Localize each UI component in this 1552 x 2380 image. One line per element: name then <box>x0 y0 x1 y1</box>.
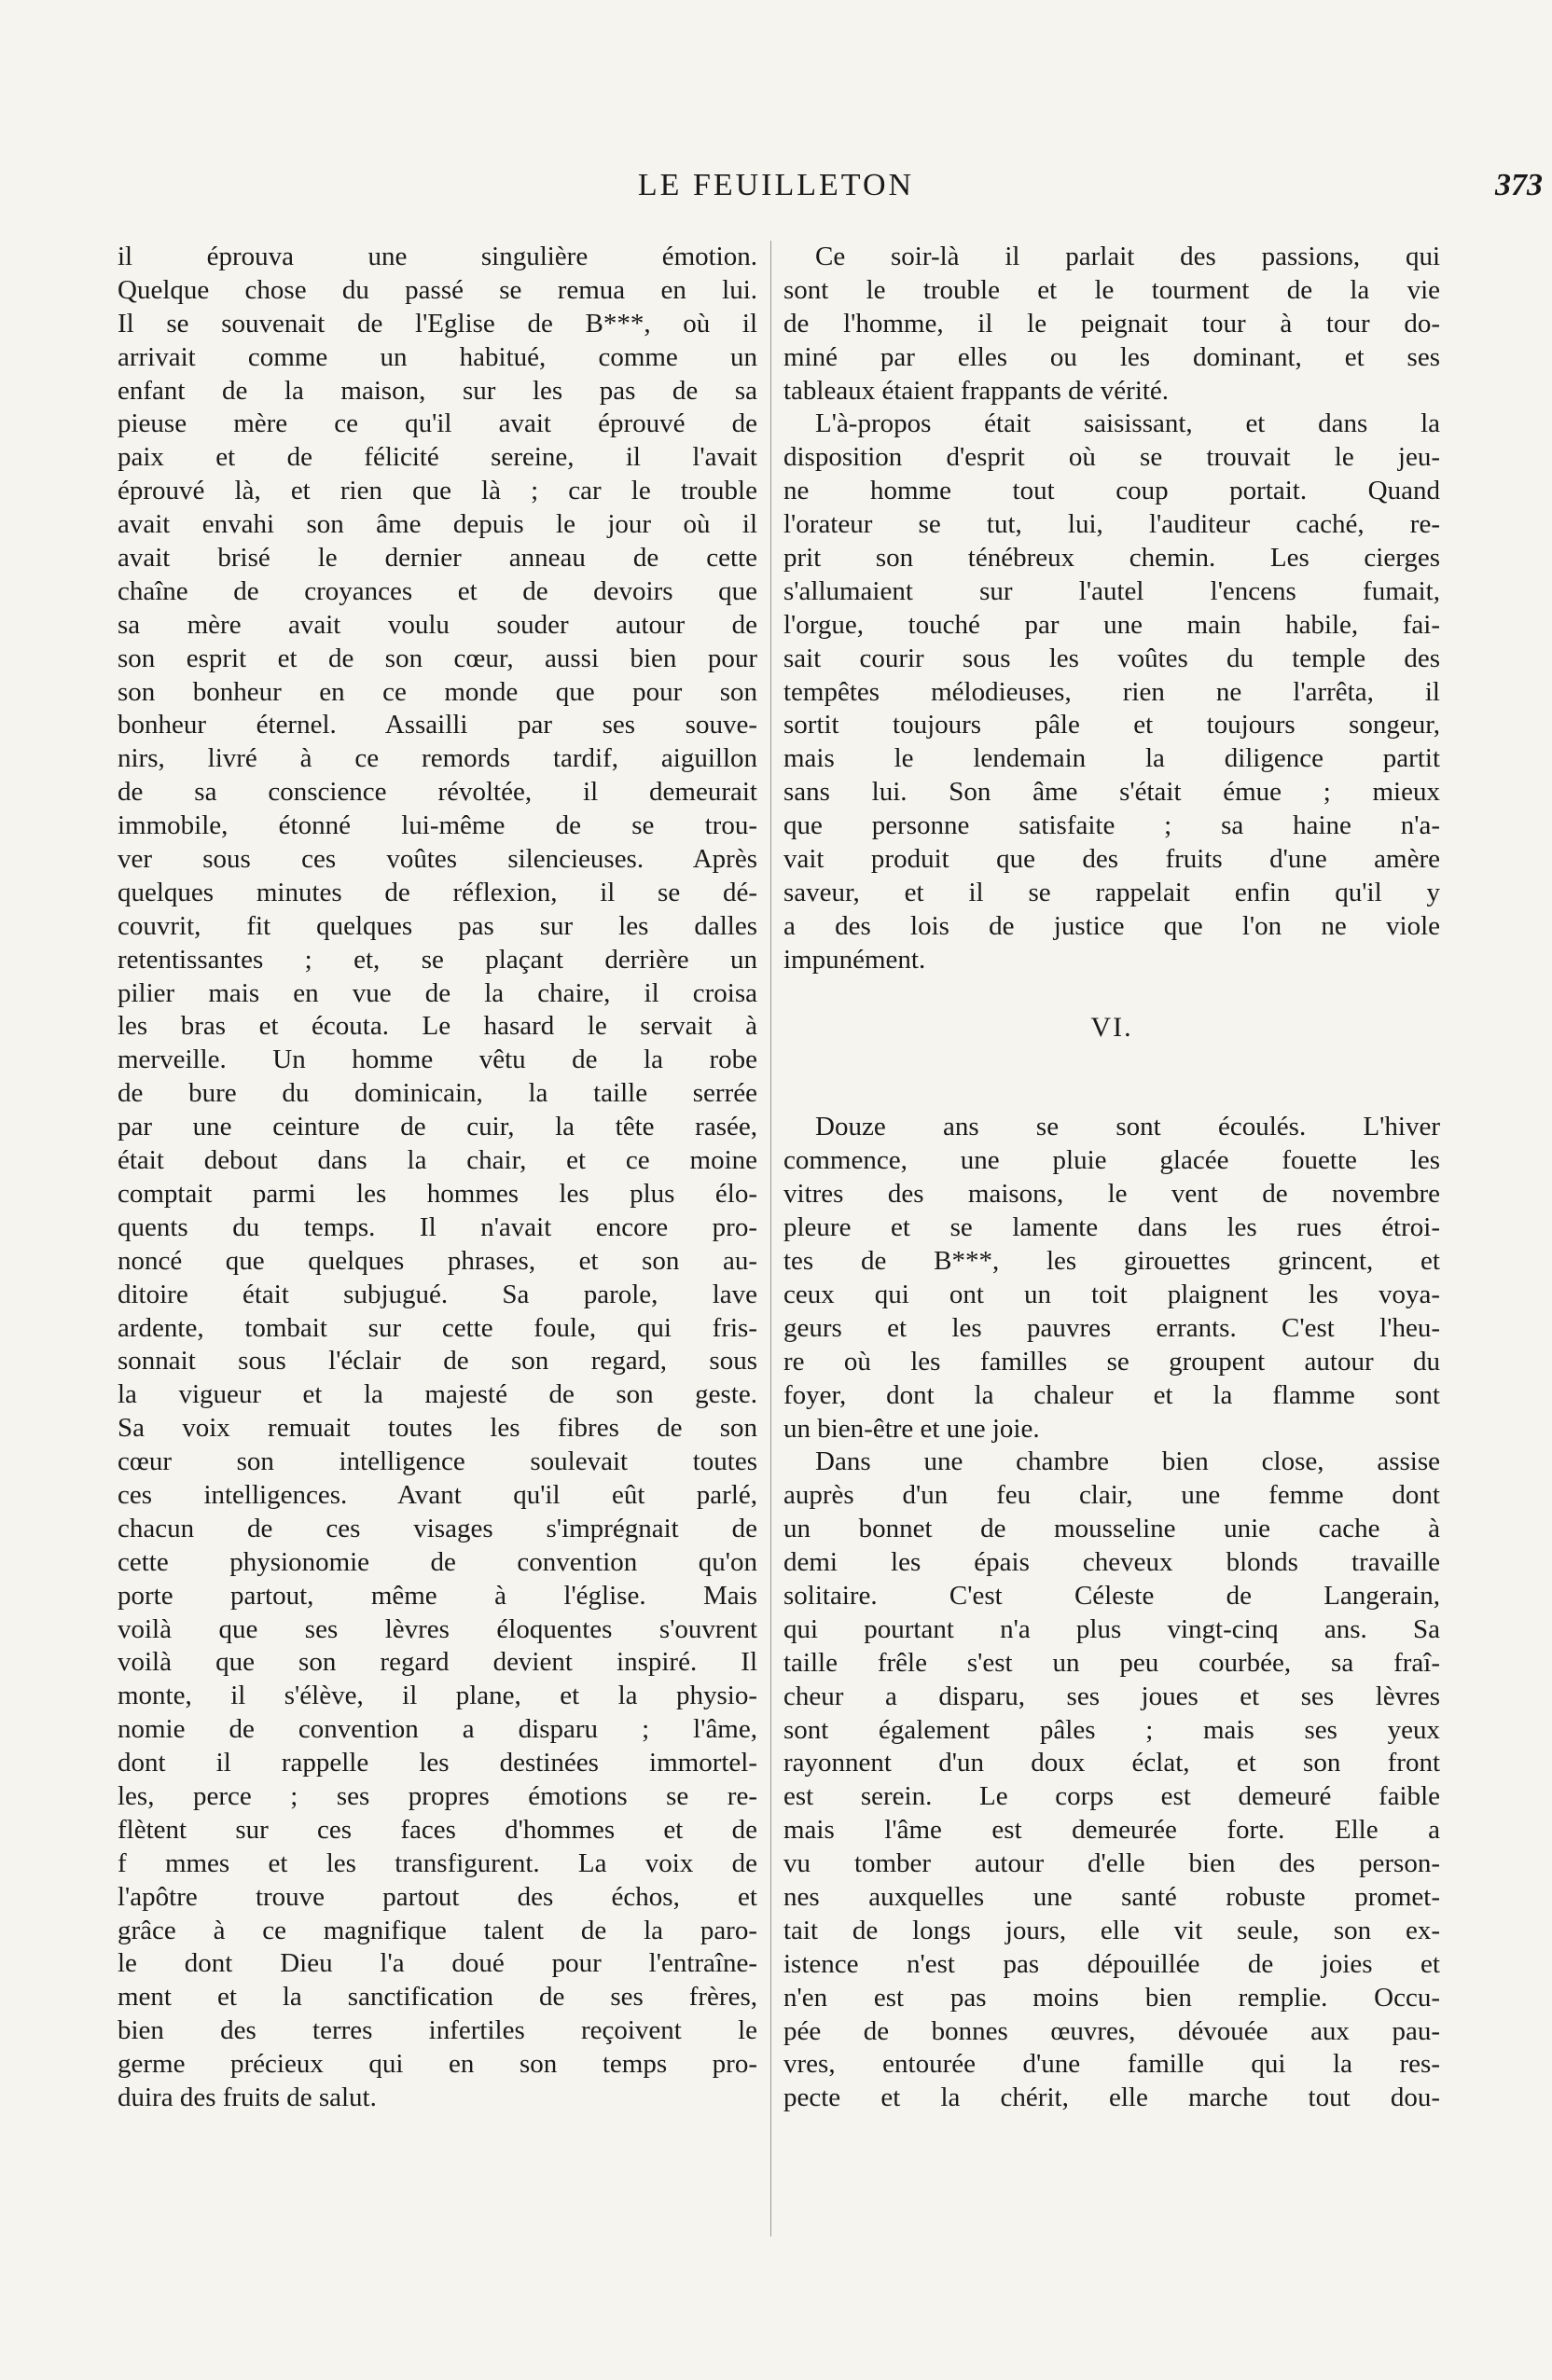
text-line: le dont Dieu l'a doué pour l'entraîne- <box>118 1948 757 1979</box>
text-line: nomie de convention a disparu ; l'âme, <box>118 1714 757 1745</box>
text-line: a des lois de justice que l'on ne viole <box>783 910 1440 941</box>
text-line: cœur son intelligence soulevait toutes <box>118 1446 757 1477</box>
text-line: ditoire était subjugué. Sa parole, lave <box>118 1279 757 1309</box>
text-line: pée de bonnes œuvres, dévouée aux pau- <box>783 2015 1440 2046</box>
text-line: Douze ans se sont écoulés. L'hiver <box>815 1112 1440 1142</box>
right-column <box>783 241 1440 2115</box>
text-line: nes auxquelles une santé robuste promet- <box>783 1881 1440 1912</box>
text-line: ver sous ces voûtes silencieuses. Après <box>118 844 757 875</box>
text-line: de l'homme, il le peignait tour à tour do- <box>783 308 1440 339</box>
text-line: un bien-être et une joie. <box>783 1413 1040 1444</box>
text-line: de bure du dominicain, la taille serrée <box>118 1078 757 1109</box>
text-line: sortit toujours pâle et toujours songeur, <box>783 710 1440 740</box>
text-line: immobile, étonné lui-même de se trou- <box>118 810 757 841</box>
text-line: un bonnet de mousseline unie cache à <box>783 1514 1440 1544</box>
text-line: pleure et se lamente dans les rues étroi- <box>783 1212 1440 1243</box>
text-line: mais l'âme est demeurée forte. Elle a <box>783 1815 1440 1846</box>
text-line: tes de B***, les girouettes grincent, et <box>783 1246 1440 1277</box>
text-line: couvrit, fit quelques pas sur les dalles <box>118 910 757 941</box>
text-line: vu tomber autour d'elle bien des person- <box>783 1848 1440 1879</box>
text-line: vait produit que des fruits d'une amère <box>783 844 1440 875</box>
text-line: quelques minutes de réflexion, il se dé- <box>118 877 757 907</box>
text-line: ne homme tout coup portait. Quand <box>783 476 1440 506</box>
text-line: éprouvé là, et rien que là ; car le trouble <box>118 476 757 506</box>
text-line: de sa conscience révoltée, il demeurait <box>118 777 757 808</box>
text-line: Dans une chambre bien close, assise <box>815 1446 1440 1477</box>
text-line: foyer, dont la chaleur et la flamme sont <box>783 1379 1440 1410</box>
text-line: n'en est pas moins bien remplie. Occu- <box>783 1982 1440 2013</box>
text-line: avait brisé le dernier anneau de cette <box>118 543 757 574</box>
text-line: f mmes et les transfigurent. La voix de <box>118 1847 757 1878</box>
text-line: par une ceinture de cuir, la tête rasée, <box>118 1112 757 1142</box>
text-line: bien des terres infertiles reçoivent le <box>118 2015 757 2046</box>
text-line: demi les épais cheveux blonds travaille <box>783 1547 1440 1578</box>
text-line: Ce soir-là il parlait des passions, qui <box>815 242 1440 271</box>
text-line: germe précieux qui en son temps pro- <box>118 2049 757 2080</box>
text-line: ardente, tombait sur cette foule, qui fris- <box>118 1312 757 1343</box>
text-line: flètent sur ces faces d'hommes et de <box>118 1814 757 1845</box>
text-line: pecte et la chérit, elle marche tout dou- <box>783 2082 1440 2113</box>
text-line: voilà que ses lèvres éloquentes s'ouvrent <box>118 1613 757 1644</box>
text-line: enfant de la maison, sur les pas de sa <box>118 375 757 406</box>
text-line: son bonheur en ce monde que pour son <box>118 676 757 707</box>
text-line: solitaire. C'est Céleste de Langerain, <box>783 1580 1440 1611</box>
text-line: quents du temps. Il n'avait encore pro- <box>118 1211 757 1242</box>
text-line: monte, il s'élève, il plane, et la physio- <box>118 1681 757 1711</box>
text-line: était debout dans la chair, et ce moine <box>118 1145 757 1176</box>
text-line: sonnait sous l'éclair de son regard, sous <box>118 1346 757 1377</box>
text-line: sa mère avait voulu souder autour de <box>118 609 757 640</box>
text-line: prit son ténébreux chemin. Les cierges <box>783 543 1440 574</box>
text-line: auprès d'un feu clair, une femme dont <box>783 1480 1440 1511</box>
text-line: qui pourtant n'a plus vingt-cinq ans. Sa <box>783 1613 1440 1644</box>
text-line: voilà que son regard devient inspiré. Il <box>118 1647 757 1678</box>
text-line: duira des fruits de salut. <box>118 2082 377 2112</box>
text-line: chaîne de croyances et de devoirs que <box>118 575 757 606</box>
text-line: arrivait comme un habitué, comme un <box>118 341 757 372</box>
text-line: impunément. <box>783 944 926 975</box>
left-column <box>118 241 757 2115</box>
text-line: les, perce ; ses propres émotions se re- <box>118 1780 757 1811</box>
text-line: tait de longs jours, elle vit seule, son ex- <box>783 1915 1440 1945</box>
text-line: taille frêle s'est un peu courbée, sa fraî- <box>783 1647 1440 1678</box>
text-line: s'allumaient sur l'autel l'encens fumait, <box>783 575 1440 606</box>
text-line: commence, une pluie glacée fouette les <box>783 1145 1440 1176</box>
text-line: saveur, et il se rappelait enfin qu'il y <box>783 877 1440 907</box>
text-line: ces intelligences. Avant qu'il eût parlé, <box>118 1479 757 1510</box>
text-line: mais le lendemain la diligence partit <box>783 743 1440 774</box>
text-line: tableaux étaient frappants de vérité. <box>783 375 1170 406</box>
text-line: pieuse mère ce qu'il avait éprouvé de <box>118 408 757 439</box>
text-line: ceux qui ont un toit plaignent les voya- <box>783 1279 1440 1309</box>
text-line: L'à-propos était saisissant, et dans la <box>815 408 1440 439</box>
text-line: vres, entourée d'une famille qui la res- <box>783 2049 1440 2080</box>
text-line: les bras et écouta. Le hasard le servait à <box>118 1011 757 1042</box>
page-number: 373 <box>1495 168 1543 202</box>
text-line: rayonnent d'un doux éclat, et son front <box>783 1748 1440 1778</box>
text-line: re où les familles se groupent autour du <box>783 1346 1440 1377</box>
text-line: Il se souvenait de l'Eglise de B***, où il <box>118 308 757 339</box>
text-line: dont il rappelle les destinées immortel- <box>118 1748 757 1778</box>
text-line: l'orgue, touché par une main habile, fai- <box>783 609 1440 640</box>
text-line: ment et la sanctification de ses frères, <box>118 1982 757 2013</box>
text-line: nirs, livré à ce remords tardif, aiguillon <box>118 743 757 774</box>
text-line: tempêtes mélodieuses, rien ne l'arrêta, il <box>783 676 1440 707</box>
text-line: disposition d'esprit où se trouvait le jeu- <box>783 442 1440 473</box>
section-heading: VI. <box>1090 1011 1133 1043</box>
text-line: l'orateur se tut, lui, l'auditeur caché, re- <box>783 509 1440 540</box>
text-line: cheur a disparu, ses joues et ses lèvres <box>783 1681 1440 1711</box>
text-line: istence n'est pas dépouillée de joies et <box>783 1948 1440 1979</box>
text-line: sans lui. Son âme s'était émue ; mieux <box>783 777 1440 808</box>
text-line: chacun de ces visages s'imprégnait de <box>118 1513 757 1543</box>
text-line: vitres des maisons, le vent de novembre <box>783 1179 1440 1210</box>
text-line: noncé que quelques phrases, et son au- <box>118 1245 757 1276</box>
text-line: grâce à ce magnifique talent de la paro- <box>118 1915 757 1945</box>
running-title: LE FEUILLETON <box>637 168 915 202</box>
text-line: est serein. Le corps est demeuré faible <box>783 1781 1440 1812</box>
text-line: porte partout, même à l'église. Mais <box>118 1580 757 1611</box>
text-line: comptait parmi les hommes les plus élo- <box>118 1178 757 1209</box>
text-line: retentissantes ; et, se plaçant derrière un <box>118 944 757 975</box>
text-line: pilier mais en vue de la chaire, il croisa <box>118 977 757 1008</box>
text-line: Quelque chose du passé se remua en lui. <box>118 274 757 305</box>
text-line: l'apôtre trouve partout des échos, et <box>118 1881 757 1912</box>
text-line: sont également pâles ; mais ses yeux <box>783 1714 1440 1745</box>
running-head <box>0 168 1552 214</box>
text-line: il éprouva une singulière émotion. <box>118 242 757 271</box>
text-line: merveille. Un homme vêtu de la robe <box>118 1045 757 1075</box>
text-line: cette physionomie de convention qu'on <box>118 1546 757 1577</box>
text-line: la vigueur et la majesté de son geste. <box>118 1379 757 1410</box>
text-line: avait envahi son âme depuis le jour où il <box>118 509 757 540</box>
text-line: geurs et les pauvres errants. C'est l'heu- <box>783 1312 1440 1343</box>
text-line: que personne satisfaite ; sa haine n'a- <box>783 810 1440 841</box>
text-line: miné par elles ou les dominant, et ses <box>783 341 1440 372</box>
text-line: paix et de félicité sereine, il l'avait <box>118 442 757 473</box>
text-line: Sa voix remuait toutes les fibres de son <box>118 1413 757 1444</box>
text-line: bonheur éternel. Assailli par ses souve- <box>118 710 757 740</box>
text-line: son esprit et de son cœur, aussi bien pour <box>118 643 757 673</box>
text-line: sont le trouble et le tourment de la vie <box>783 274 1440 305</box>
text-line: sait courir sous les voûtes du temple des <box>783 643 1440 673</box>
column-divider <box>770 241 771 2236</box>
